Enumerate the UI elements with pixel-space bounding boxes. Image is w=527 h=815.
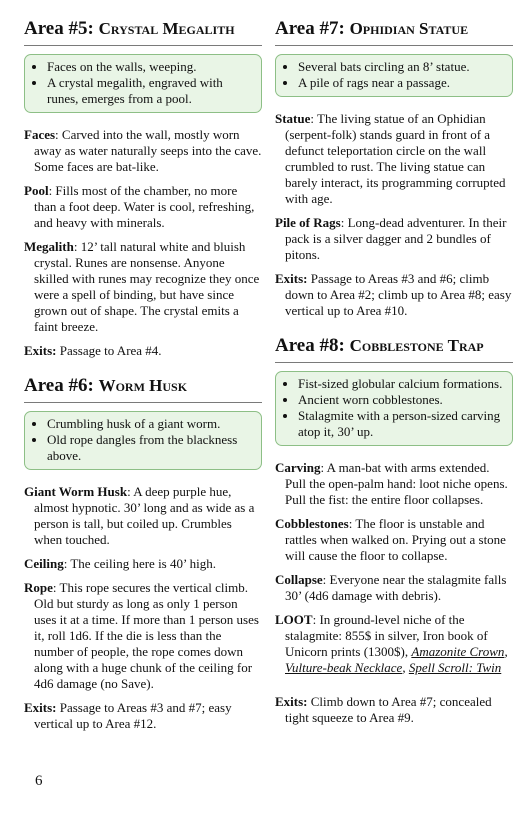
loot-item: Spell Scroll: Twin — [408, 660, 502, 675]
area-6-entry-exits: Exits: Passage to Areas #3 and #7; easy vertical up to Area #12. — [24, 700, 232, 731]
area-6-bullet: • Old rope dangles from the blackness above. — [47, 432, 253, 464]
area-8-entry-loot: LOOT: In ground-level niche of the stalagmite: 855$ in silver, Iron book of Unicorn prints (1300$), Amazonite Crown, Vulture-beak Necklace, Spell Scroll: Twin — [275, 612, 508, 675]
area-8-entry-cobblestones: Cobblestones: The floor is unstable and rattles when walked on. Prying out a stone will cause the floor to collapse. — [275, 516, 506, 563]
area-7-entry-exits: Exits: Passage to Areas #3 and #6; climb down to Area #2; climb up to Area #8; easy vertical up to Area #10. — [275, 271, 512, 318]
area-7-bullet: • A pile of rags near a passage. — [298, 75, 504, 91]
area-6-heading — [24, 375, 262, 397]
area-8-bullet: • Fist-sized globular calcium formations. — [298, 376, 504, 392]
area-8-bullet: • Ancient worn cobblestones. — [298, 392, 504, 408]
area-5-entry-pool: Pool: Fills most of the chamber, no more than a foot deep. Water is cool, refreshing, and heavy with minerals. — [24, 183, 255, 230]
area-7-section — [275, 18, 513, 319]
area-8-heading — [275, 335, 513, 357]
area-8-name: Cobblestone Trap — [349, 336, 484, 355]
area-5-entry-exits: Exits: Passage to Area #4. — [24, 343, 162, 358]
area-6-bullet: • Crumbling husk of a giant worm. — [47, 416, 253, 432]
area-6-entry-ceiling: Ceiling: The ceiling here is 40’ high. — [24, 556, 216, 571]
area-5-entry-faces: Faces: Carved into the wall, mostly worn away as water naturally seeps into the cave. Some faces are bat-like. — [24, 127, 262, 174]
area-6-number: Area #6: — [24, 375, 94, 396]
area-7-name: Ophidian Statue — [349, 19, 469, 38]
area-5-bullet: • Faces on the walls, weeping. — [47, 59, 253, 75]
area-8-section — [275, 335, 513, 726]
divider — [275, 45, 513, 46]
area-7-summary-box — [275, 54, 513, 97]
area-7-entry-rags: Pile of Rags: Long-dead adventurer. In their pack is a silver dagger and 2 bundles of pitons. — [275, 215, 507, 262]
area-8-summary-box — [275, 371, 513, 446]
area-7-heading — [275, 18, 513, 40]
area-8-entry-collapse: Collapse: Everyone near the stalagmite falls 30’ (4d6 damage with debris). — [275, 572, 507, 603]
area-5-entry-megalith: Megalith: 12’ tall natural white and bluish crystal. Runes are nonsense. Anyone skilled with runes may recognize they once were a spell of binding, but have since grown out of shape. The crystal emits a faint breeze. — [24, 239, 260, 334]
area-6-name: Worm Husk — [98, 376, 188, 395]
loot-item: Vulture-beak Necklace — [285, 660, 403, 675]
area-5-bullet: • A crystal megalith, engraved with runes, emerges from a pool. — [47, 75, 253, 107]
area-8-bullet: • Stalagmite with a person-sized carving atop it, 30’ up. — [298, 408, 504, 440]
area-8-entry-carving: Carving: A man-bat with arms extended. Pull the open-palm hand: loot niche opens. Pull the fist: the entire floor collapses. — [275, 460, 508, 507]
area-5-number: Area #5: — [24, 18, 94, 39]
left-column — [24, 18, 262, 748]
area-7-bullet: • Several bats circling an 8’ statue. — [298, 59, 504, 75]
area-6-summary-box — [24, 411, 262, 470]
divider — [24, 45, 262, 46]
divider — [275, 362, 513, 363]
area-5-name: Crystal Megalith — [98, 19, 235, 38]
area-5-summary-box — [24, 54, 262, 113]
page-number: 6 — [35, 773, 43, 789]
divider — [24, 402, 262, 403]
area-6-entry-husk: Giant Worm Husk: A deep purple hue, almost hypnotic. 30’ long and as wide as a person is tall, but coiled up. Crumbles when touched. — [24, 484, 255, 547]
area-8-entry-exits: Exits: Climb down to Area #7; concealed tight squeeze to Area #9. — [275, 694, 492, 725]
area-6-entry-rope: Rope: This rope secures the vertical climb. Old but sturdy as long as only 1 person uses it at a time. If more than 1 person uses it, roll 1d6. If the die is less than the number of people, the rope comes down along with a huge chunk of the ceiling for 4d6 damage (no Save). — [24, 580, 259, 691]
area-8-number: Area #8: — [275, 335, 345, 356]
area-6-section — [24, 375, 262, 732]
loot-item: Amazonite Crown — [411, 644, 505, 659]
right-column — [275, 18, 513, 742]
area-7-entry-statue: Statue: The living statue of an Ophidian (serpent-folk) stands guard in front of a defunct teleportation circle on the wall crumbled to rust. The living statue can barely interact, its programming corrupted with age. — [275, 111, 506, 206]
area-5-heading — [24, 18, 262, 40]
area-7-number: Area #7: — [275, 18, 345, 39]
area-5-section — [24, 18, 262, 359]
